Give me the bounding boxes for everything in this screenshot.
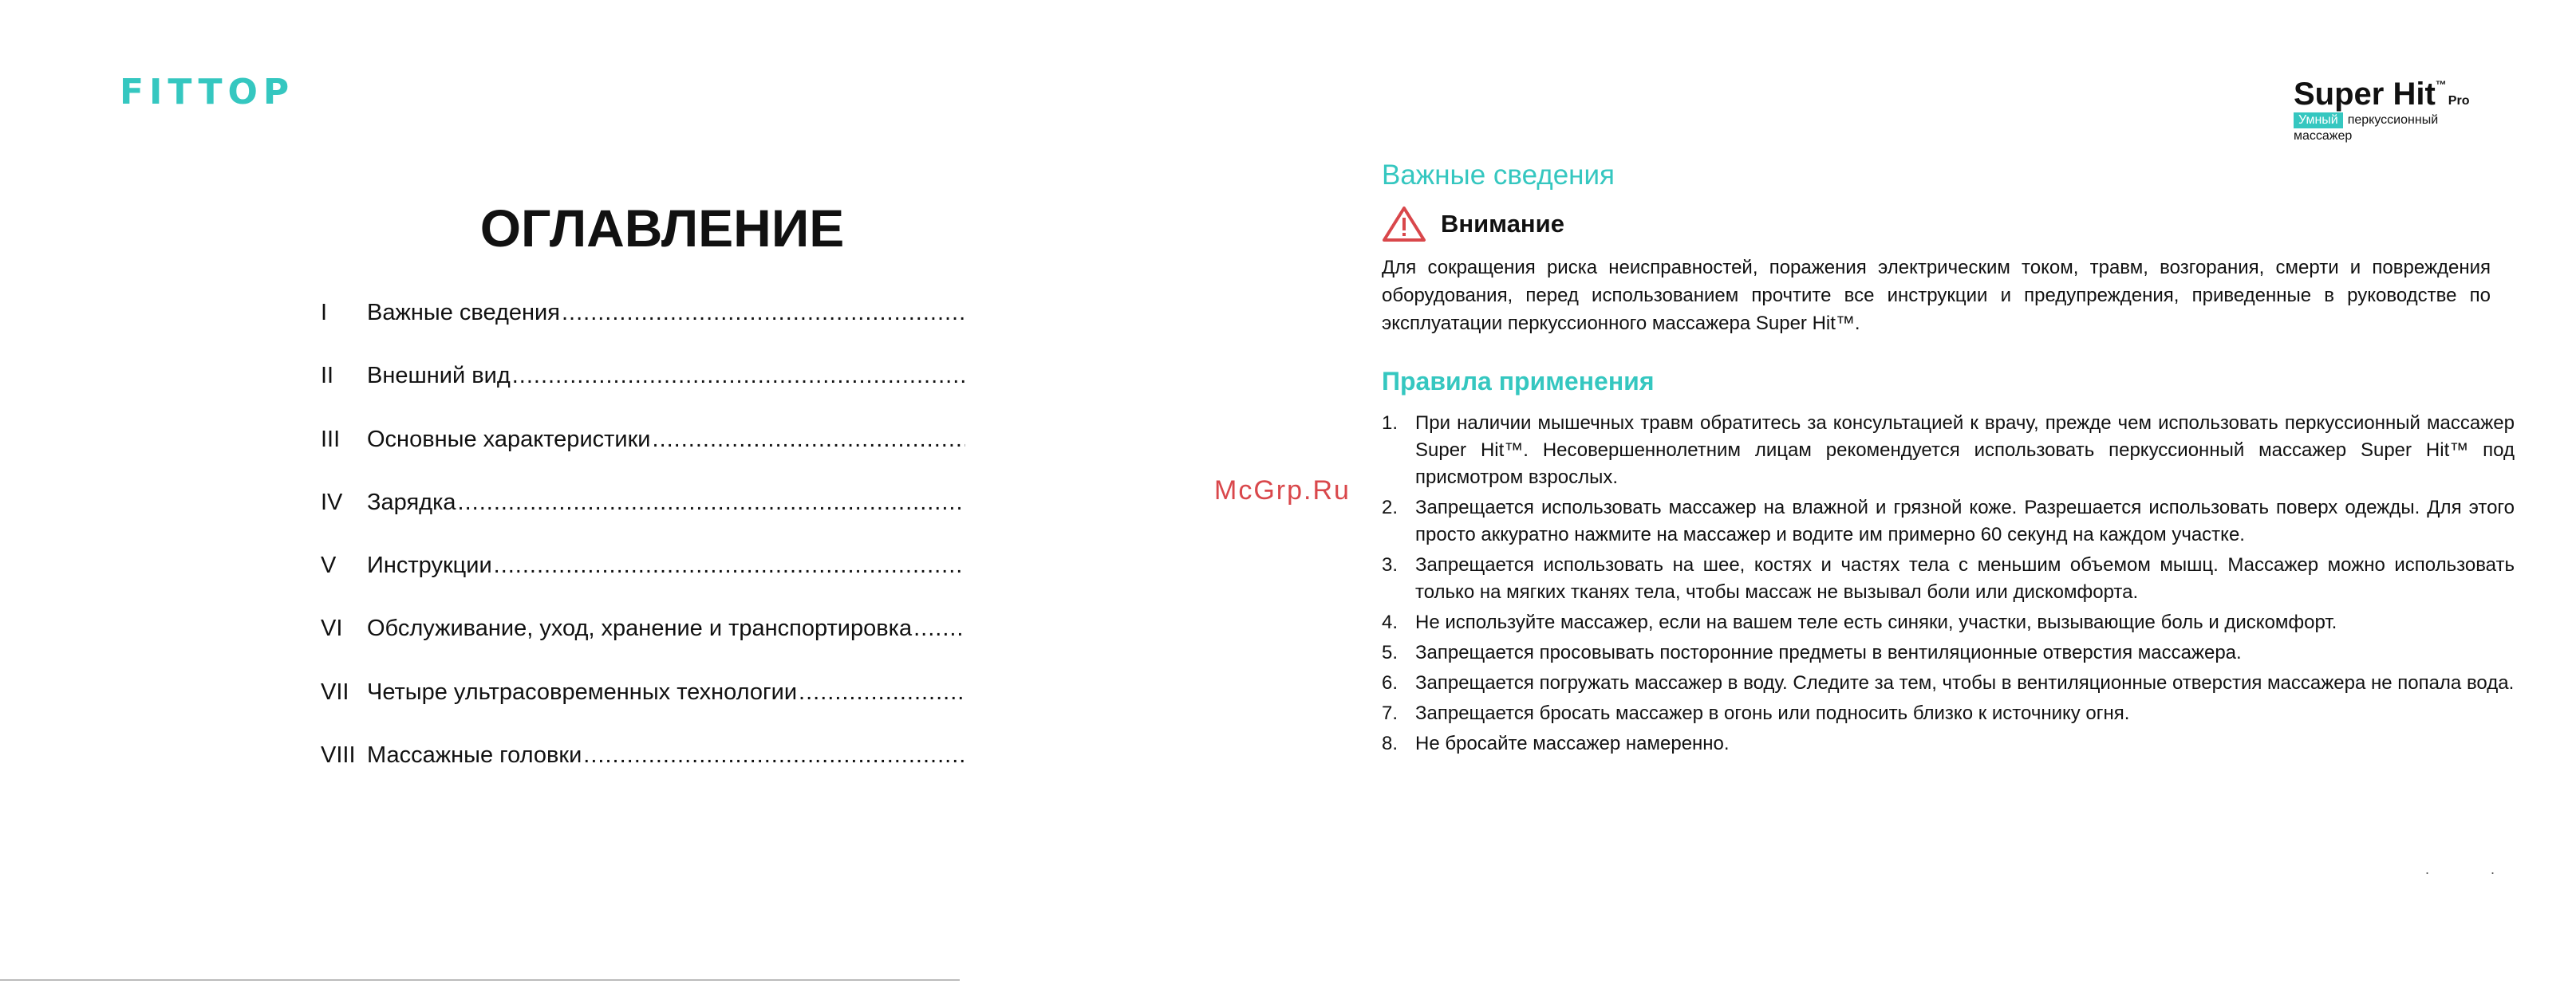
- rule-number: 4.: [1382, 612, 1398, 633]
- warning-label: Внимание: [1441, 210, 1564, 238]
- toc-entry[interactable]: [321, 363, 965, 426]
- toc-entry-number: II: [321, 363, 334, 389]
- product-name-text: Super Hit: [2294, 77, 2436, 112]
- rule-text: Не бросайте массажер намеренно.: [1415, 733, 1730, 754]
- right-page: [1276, 0, 2576, 984]
- rule-text: Запрещается просовывать посторонние предметы в вентиляционные отверстия массажера.: [1415, 642, 2242, 663]
- toc-entry-number: I: [321, 300, 328, 325]
- product-edition: Pro: [2448, 94, 2470, 108]
- corner-marks: . .: [2425, 861, 2524, 877]
- watermark: McGrp.Ru: [1214, 475, 1351, 506]
- toc-entry-title: Инструкции: [367, 553, 492, 579]
- list-item: [1382, 552, 2515, 606]
- list-item: [1382, 700, 2515, 727]
- page-bottom-divider: [0, 979, 960, 981]
- usage-rules-list: [1382, 410, 2515, 761]
- warning-heading: [1382, 206, 1564, 242]
- rule-text: При наличии мышечных травм обратитесь за консультацией к врачу, прежде чем использовать перкуссионный массажер Super Hit™. Несовершеннолетним лицам рекомендуется использовать перкуссионный массажер Super Hit™ под присмотром взрослых.: [1415, 412, 2515, 488]
- toc-entry-title: Зарядка: [367, 489, 456, 515]
- toc-entry-number: VI: [321, 616, 343, 642]
- toc-entry-number: VIII: [321, 742, 356, 769]
- warning-triangle-icon: [1382, 206, 1426, 242]
- toc-entry[interactable]: [321, 490, 965, 553]
- toc-leader-dots: [799, 679, 965, 706]
- list-item: [1382, 730, 2515, 758]
- section-title-important-info: Важные сведения: [1382, 159, 1615, 191]
- toc-leader-dots: [512, 363, 965, 389]
- table-of-contents: [321, 300, 965, 805]
- rule-text: Запрещается использовать на шее, костях и частях тела с меньшим объемом мышц. Массажер можно использовать только на мягких тканях тела, чтобы массаж не вызывал боли или дискомфорта.: [1415, 554, 2515, 603]
- rule-number: 2.: [1382, 497, 1398, 518]
- toc-entry[interactable]: [321, 300, 965, 363]
- rule-text: Запрещается бросать массажер в огонь или подносить близко к источнику огня.: [1415, 703, 2130, 724]
- product-subtitle-text: перкуссионный массажер: [2294, 113, 2439, 143]
- product-subtitle: [2294, 112, 2477, 144]
- rule-text: Запрещается использовать массажер на влажной и грязной коже. Разрешается использовать поверх одежды. Для этого просто аккуратно нажмите на массажер и водите им примерно 60 секунд на каждом участке.: [1415, 497, 2515, 545]
- toc-title: ОГЛАВЛЕНИЕ: [479, 199, 845, 258]
- toc-entry[interactable]: [321, 679, 965, 742]
- toc-entry-number: IV: [321, 489, 343, 515]
- list-item: [1382, 670, 2515, 697]
- list-item: [1382, 494, 2515, 549]
- toc-leader-dots: [653, 427, 965, 453]
- list-item: [1382, 609, 2515, 636]
- toc-entry-title: Важные сведения: [367, 300, 560, 325]
- toc-entry-number: III: [321, 426, 341, 452]
- toc-leader-dots: [458, 490, 965, 516]
- intro-paragraph: Для сокращения риска неисправностей, поражения электрическим током, травм, возгорания, смерти и повреждения оборудования, перед использованием прочтите все инструкции и предупреждения, приведенные в руководстве по эксплуатации перкуссионного массажера Super Hit™.: [1382, 257, 2491, 334]
- list-item: [1382, 640, 2515, 667]
- rule-number: 8.: [1382, 733, 1398, 754]
- toc-entry[interactable]: [321, 742, 965, 805]
- left-page: [0, 0, 1276, 984]
- toc-leader-dots: [583, 742, 965, 769]
- toc-leader-dots: [913, 616, 965, 642]
- product-branding: [2294, 77, 2501, 144]
- rule-text: Не используйте массажер, если на вашем теле есть синяки, участки, вызывающие боль и дискомфорт.: [1415, 612, 2337, 633]
- section-title-usage-rules: Правила применения: [1382, 367, 1655, 396]
- toc-entry-number: V: [321, 553, 337, 579]
- smart-badge: Умный: [2294, 112, 2343, 128]
- toc-entry[interactable]: [321, 553, 965, 616]
- toc-leader-dots: [494, 553, 965, 579]
- rule-number: 1.: [1382, 412, 1398, 434]
- toc-entry-title: Основные характеристики: [367, 426, 651, 452]
- toc-entry[interactable]: [321, 427, 965, 490]
- toc-entry-title: Обслуживание, уход, хранение и транспортировка: [367, 616, 913, 642]
- rule-number: 3.: [1382, 554, 1398, 576]
- rule-number: 6.: [1382, 672, 1398, 694]
- list-item: [1382, 410, 2515, 491]
- toc-entry-title: Четыре ультрасовременных технологии: [367, 679, 798, 705]
- toc-entry-title: Внешний вид: [367, 363, 511, 389]
- toc-leader-dots: [562, 300, 965, 326]
- toc-entry-number: VII: [321, 679, 349, 705]
- rule-number: 5.: [1382, 642, 1398, 663]
- product-name: [2294, 77, 2501, 112]
- toc-entry-title: Массажные головки: [367, 742, 582, 769]
- toc-entry[interactable]: [321, 616, 965, 679]
- rule-number: 7.: [1382, 703, 1398, 724]
- rule-text: Запрещается погружать массажер в воду. Следите за тем, чтобы в вентиляционные отверстия массажера не попала вода.: [1415, 672, 2515, 694]
- brand-logo: FITTOP: [120, 72, 295, 112]
- trademark-mark: ™: [2435, 78, 2447, 91]
